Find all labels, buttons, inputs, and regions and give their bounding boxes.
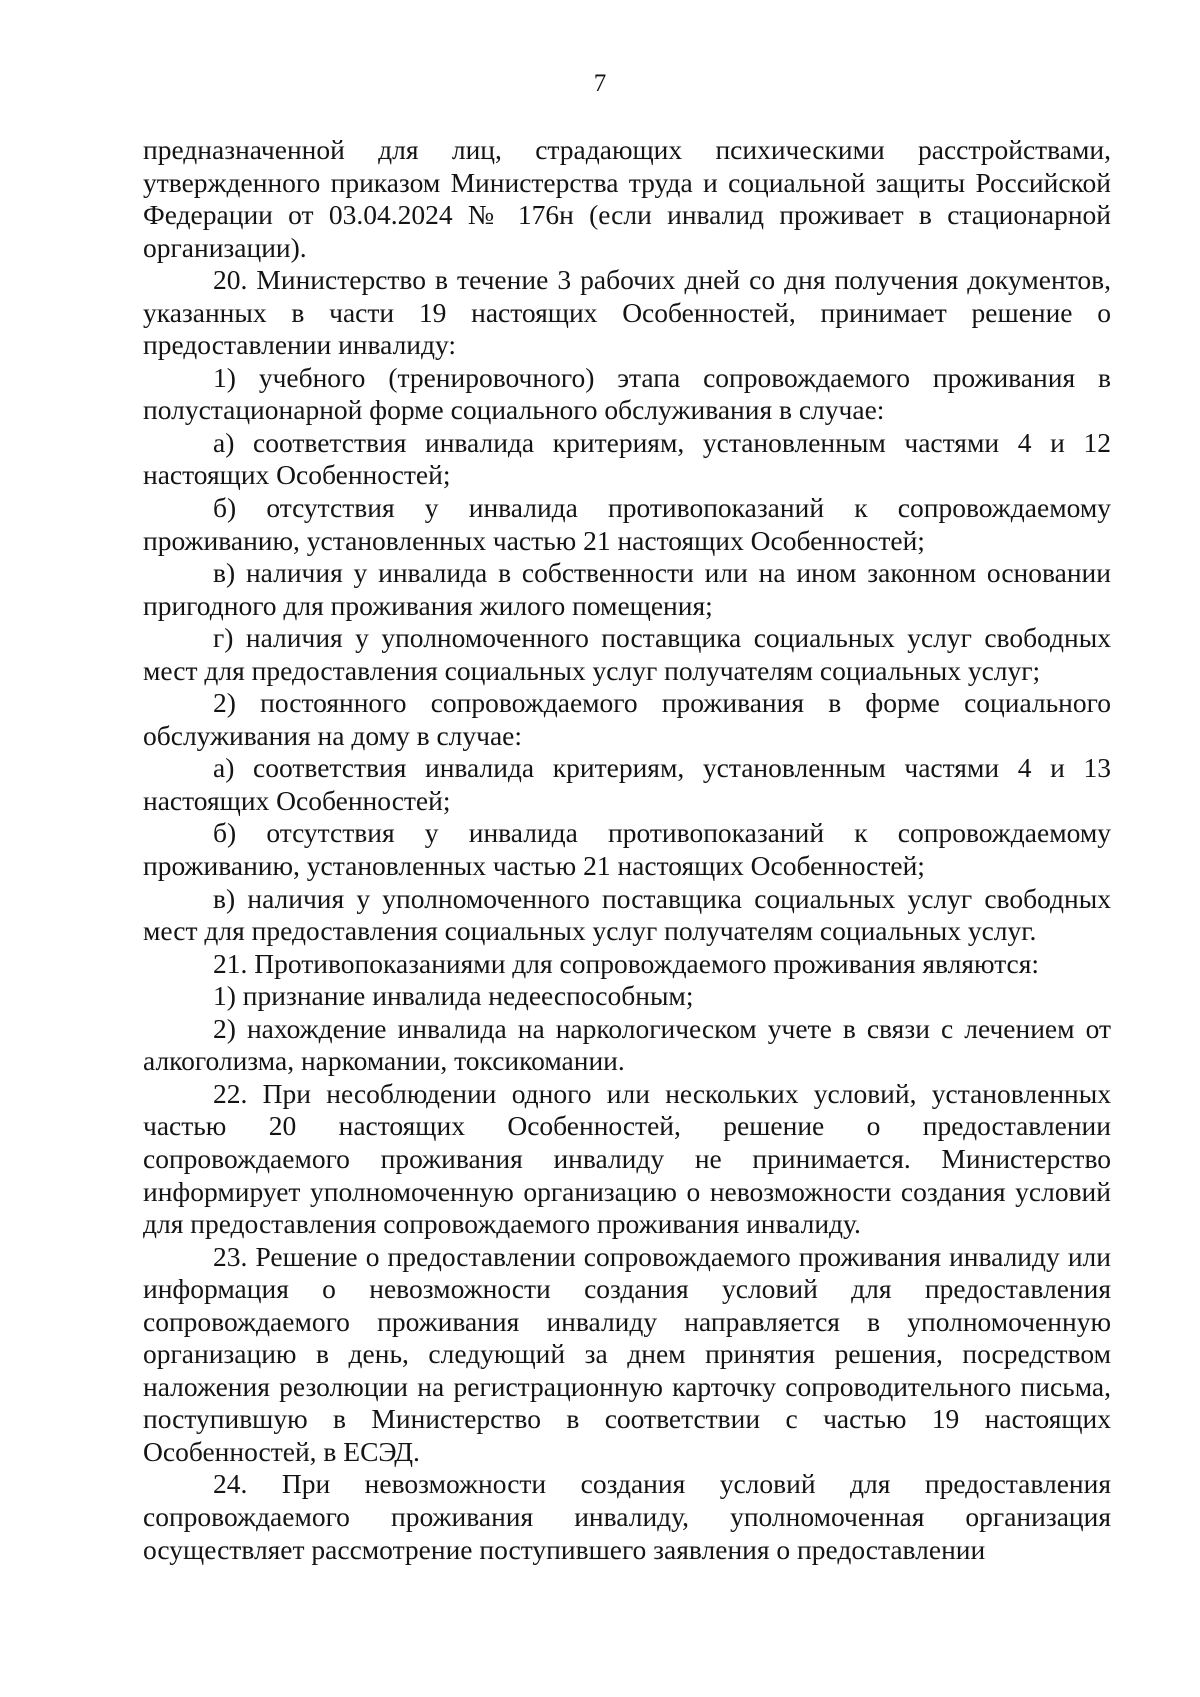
paragraph-item-20-2-v: в) наличия у уполномоченного поставщика социальных услуг свободных мест для предоставления социальных услуг получателям социальных услуг. xyxy=(143,882,1111,947)
document-body xyxy=(143,134,1111,1566)
paragraph-item-21: 21. Противопоказаниями для сопровождаемого проживания являются: xyxy=(213,947,1040,979)
paragraph-item-22: 22. При несоблюдении одного или нескольких условий, установленных частью 20 настоящих Особенностей, решение о предоставлении сопровождаемого проживания инвалиду не принимается. Министерство информирует уполномоченную организацию о невозможности создания условий для предоставления сопровождаемого проживания инвалиду. xyxy=(143,1077,1111,1240)
paragraph-item-20: 20. Министерство в течение 3 рабочих дней со дня получения документов, указанных в части 19 настоящих Особенностей, принимает решение о предоставлении инвалиду: xyxy=(143,264,1111,361)
paragraph-item-21-1: 1) признание инвалида недееспособным; xyxy=(213,980,694,1012)
paragraph-item-20-2-a: а) соответствия инвалида критериям, установленным частями 4 и 13 настоящих Особенностей; xyxy=(143,752,1111,816)
paragraph-item-24: 24. При невозможности создания условий для предоставления сопровождаемого проживания инвалиду, уполномоченная организация осуществляет рассмотрение поступившего заявления о предоставлении xyxy=(143,1468,1111,1565)
paragraph-item-20-2: 2) постоянного сопровождаемого проживания в форме социального обслуживания на дому в случае: xyxy=(143,687,1111,751)
paragraph-item-21-2: 2) нахождение инвалида на наркологическом учете в связи с лечением от алкоголизма, наркомании, токсикомании. xyxy=(143,1012,1111,1077)
paragraph-item-23: 23. Решение о предоставлении сопровождаемого проживания инвалиду или информация о невозможности создания условий для предоставления сопровождаемого проживания инвалиду направляется в уполномоченную организацию в день, следующий за днем принятия решения, посредством наложения резолюции на регистрационную карточку сопроводительного письма, поступившую в Министерство в соответствии с частью 19 настоящих Особенностей, в ЕСЭД. xyxy=(143,1240,1111,1467)
page-number: 7 xyxy=(593,70,607,97)
paragraph-item-20-1-v: в) наличия у инвалида в собственности или на ином законном основании пригодного для проживания жилого помещения; xyxy=(143,557,1111,621)
paragraph-item-20-1: 1) учебного (тренировочного) этапа сопровождаемого проживания в полустационарной форме социального обслуживания в случае: xyxy=(143,361,1111,426)
paragraph-item-20-2-b: б) отсутствия у инвалида противопоказаний к сопровождаемому проживанию, установленных частью 21 настоящих Особенностей; xyxy=(143,817,1111,882)
paragraph-continuation: предназначенной для лиц, страдающих психическими расстройствами, утвержденного приказом Министерства труда и социальной защиты Российской Федерации от 03.04.2024 № 176н (если инвалид проживает в стационарной организации). xyxy=(143,134,1111,263)
paragraph-item-20-1-g: г) наличия у уполномоченного поставщика социальных услуг свободных мест для предоставления социальных услуг получателям социальных услуг; xyxy=(143,622,1111,686)
paragraph-item-20-1-b: б) отсутствия у инвалида противопоказаний к сопровождаемому проживанию, установленных частью 21 настоящих Особенностей; xyxy=(143,492,1111,556)
paragraph-item-20-1-a: а) соответствия инвалида критериям, установленным частями 4 и 12 настоящих Особенностей; xyxy=(143,426,1111,491)
